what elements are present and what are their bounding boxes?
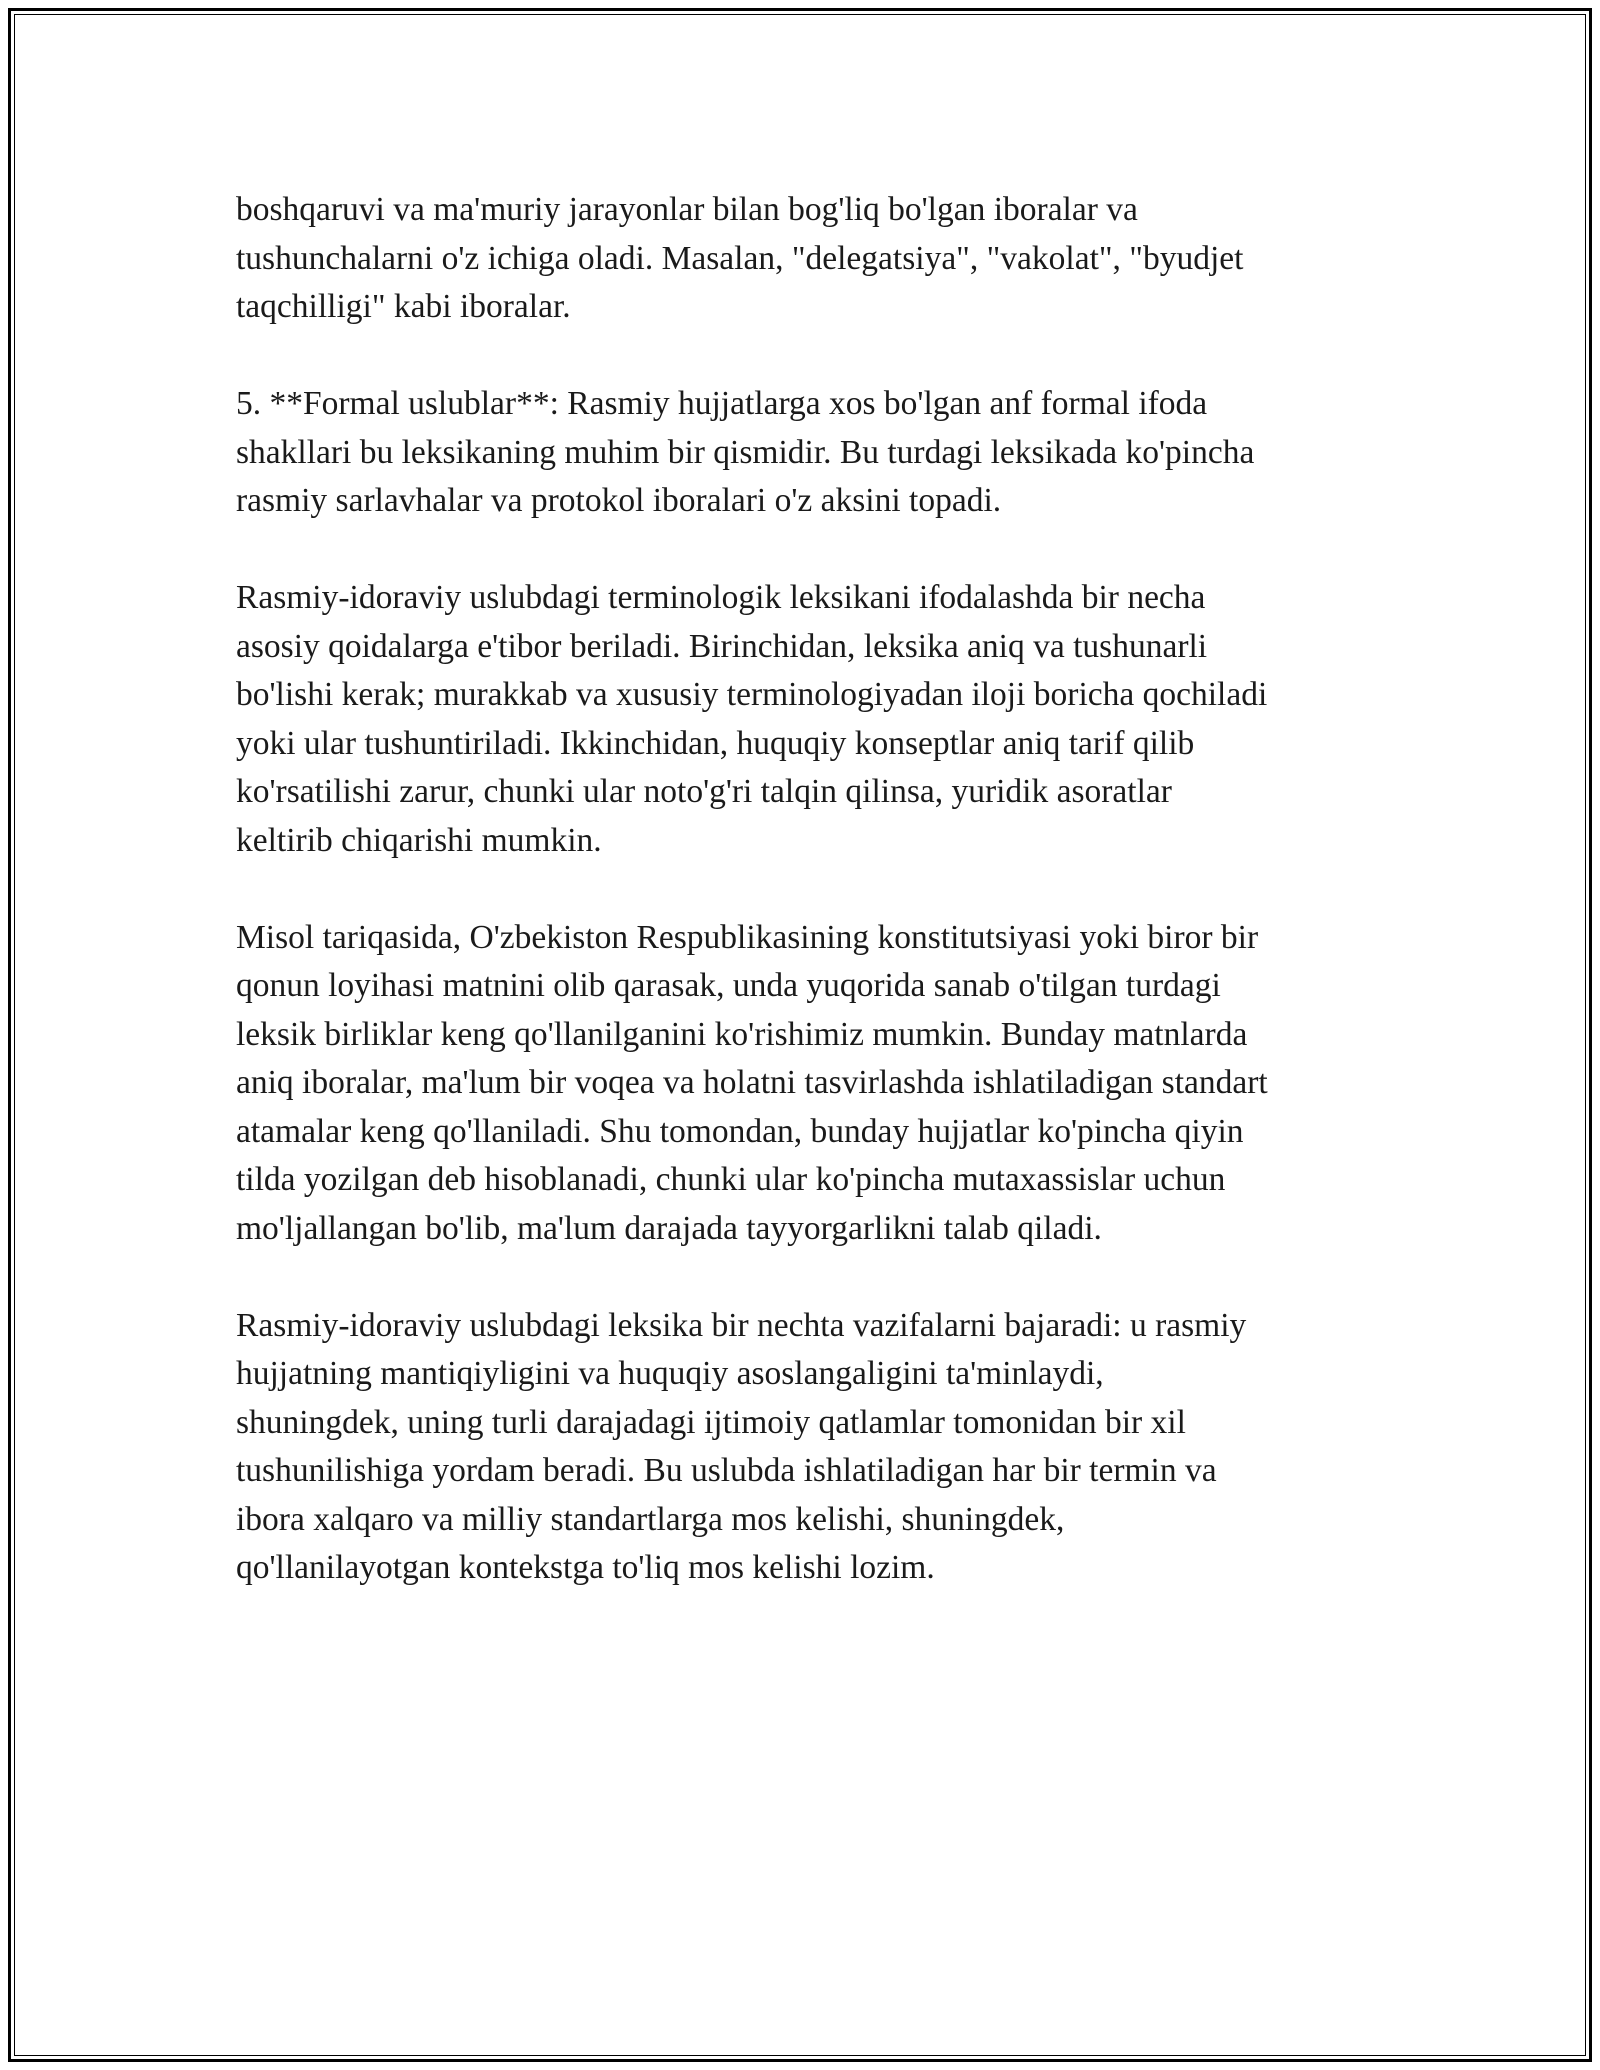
paragraph-expression-rules: Rasmiy-idoraviy uslubdagi terminologik leksikani ifodalashda bir necha asosiy qoidalarga e'tibor beriladi. Birinchidan, leksika aniq va tushunarli bo'lishi kerak; murakkab va xususiy terminologiyadan iloji boricha qochiladi yoki ular tushuntiriladi. Ikkinchidan, huquqiy konseptlar aniq tarif qilib ko'rsatilishi zarur, chunki ular noto'g'ri talqin qilinsa, yuridik asoratlar keltirib chiqarishi mumkin.	[236, 579, 1268, 859]
document-body	[236, 186, 1376, 1641]
paragraph-formal-styles: 5. **Formal uslublar**: Rasmiy hujjatlarga xos bo'lgan anf formal ifoda shakllari bu leksikaning muhim bir qismidir. Bu turdagi leksikada ko'pincha rasmiy sarlavhalar va protokol iboralari o'z aksini topadi.	[236, 385, 1255, 519]
paragraph-administrative-terms: boshqaruvi va ma'muriy jarayonlar bilan bog'liq bo'lgan iboralar va tushunchalarni o'z ichiga oladi. Masalan, "delegatsiya", "vakolat", "byudjet taqchilligi" kabi iboralar.	[236, 191, 1244, 325]
paragraph-constitution-example: Misol tariqasida, O'zbekiston Respublikasining konstitutsiyasi yoki biror bir qonun loyihasi matnini olib qarasak, unda yuqorida sanab o'tilgan turdagi leksik birliklar keng qo'llanilganini ko'rishimiz mumkin. Bunday matnlarda aniq iboralar, ma'lum bir voqea va holatni tasvirlashda ishlatiladigan standart atamalar keng qo'llaniladi. Shu tomondan, bunday hujjatlar ko'pincha qiyin tilda yozilgan deb hisoblanadi, chunki ular ko'pincha mutaxassislar uchun mo'ljallangan bo'lib, ma'lum darajada tayyorgarlikni talab qiladi.	[236, 918, 1268, 1247]
paragraph-lexicon-functions: Rasmiy-idoraviy uslubdagi leksika bir nechta vazifalarni bajaradi: u rasmiy hujjatning mantiqiyligini va huquqiy asoslangaligini ta'minlaydi, shuningdek, uning turli darajadagi ijtimoiy qatlamlar tomonidan bir xil tushunilishiga yordam beradi. Bu uslubda ishlatiladigan har bir termin va ibora xalqaro va milliy standartlarga mos kelishi, shuningdek, qo'llanilayotgan kontekstga to'liq mos kelishi lozim.	[236, 1306, 1247, 1586]
